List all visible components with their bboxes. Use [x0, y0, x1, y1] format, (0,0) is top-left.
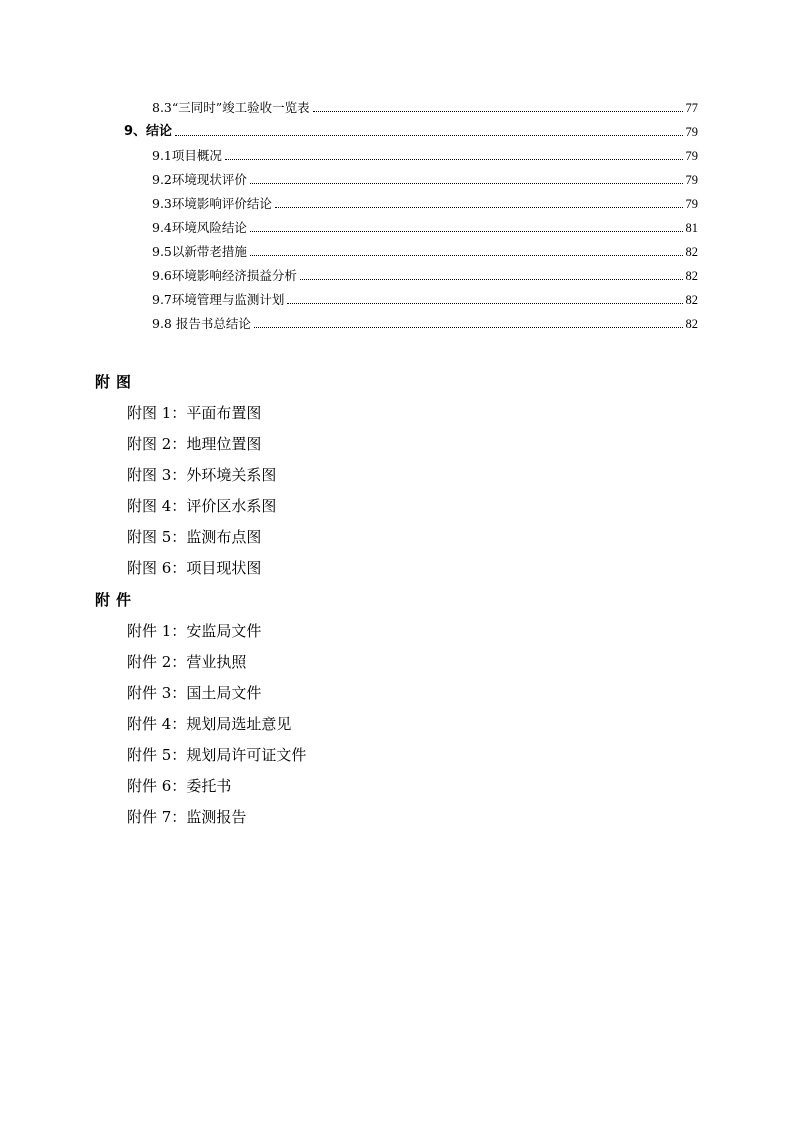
toc-leader-dots: [287, 303, 682, 304]
figure-item[interactable]: [127, 558, 261, 578]
toc-entry-label: 9.8 报告书总结论: [152, 316, 251, 331]
toc-leader-dots: [225, 159, 683, 160]
toc-leader-dots: [254, 327, 683, 328]
toc-leader-dots: [250, 183, 683, 184]
toc-entry[interactable]: [152, 144, 698, 164]
toc-entry-page: 82: [685, 269, 698, 283]
toc-entry-label: 9.1项目概况: [152, 148, 222, 163]
figure-item-title: 外环境关系图: [186, 466, 277, 484]
toc-entry-page: 79: [685, 149, 698, 163]
attachment-item-title: 规划局选址意见: [186, 715, 292, 733]
attachment-item[interactable]: [127, 621, 261, 641]
attachment-item-title: 委托书: [186, 777, 232, 795]
toc-entry-label: 9.5以新带老措施: [152, 244, 247, 259]
attachment-item-title: 安监局文件: [186, 622, 262, 640]
toc-entry-page: 82: [685, 317, 698, 331]
toc-leader-dots: [275, 207, 683, 208]
attachment-item-prefix: 附件 7：: [127, 808, 187, 826]
toc-entry-page: 77: [685, 101, 698, 115]
attachment-item-title: 监测报告: [186, 808, 247, 826]
toc-leader-dots: [250, 231, 683, 232]
toc-entry-label: 9.7环境管理与监测计划: [152, 292, 285, 307]
figure-item[interactable]: [127, 434, 261, 454]
toc-entry-page: 79: [685, 197, 698, 211]
figure-item[interactable]: [127, 496, 276, 516]
figure-item-title: 评价区水系图: [186, 497, 277, 515]
toc-entry-page: 81: [685, 221, 698, 235]
toc-entry-label: 8.3“三同时”竣工验收一览表: [152, 100, 310, 115]
figure-item-prefix: 附图 6：: [127, 559, 187, 577]
attachment-item-prefix: 附件 3：: [127, 684, 187, 702]
toc-entry-page: 82: [685, 245, 698, 259]
figure-item-prefix: 附图 4：: [127, 497, 187, 515]
toc-entry[interactable]: [152, 240, 698, 260]
toc-entry-page: 82: [685, 293, 698, 307]
figure-item-title: 监测布点图: [186, 528, 262, 546]
toc-entry-page: 79: [685, 173, 698, 187]
figure-item-prefix: 附图 5：: [127, 528, 187, 546]
toc-entry[interactable]: [152, 192, 698, 212]
figure-item[interactable]: [127, 465, 276, 485]
toc-entry[interactable]: [152, 168, 698, 188]
attachment-item-prefix: 附件 4：: [127, 715, 187, 733]
toc-leader-dots: [250, 255, 683, 256]
figure-item-prefix: 附图 1：: [127, 404, 187, 422]
toc-entry[interactable]: [152, 312, 698, 332]
toc-entry[interactable]: [152, 96, 698, 116]
figure-item-title: 地理位置图: [186, 435, 262, 453]
attachment-item[interactable]: [127, 745, 306, 765]
figure-item-prefix: 附图 2：: [127, 435, 187, 453]
figure-item-title: 项目现状图: [186, 559, 262, 577]
figure-item[interactable]: [127, 527, 261, 547]
attachment-item[interactable]: [127, 776, 231, 796]
attachments-heading: 附件: [95, 591, 138, 609]
figure-item-prefix: 附图 3：: [127, 466, 187, 484]
toc-leader-dots: [313, 111, 683, 112]
toc-entry-label: 9、结论: [124, 124, 173, 139]
attachment-item-title: 营业执照: [186, 653, 247, 671]
toc-entry-label: 9.4环境风险结论: [152, 220, 247, 235]
figures-heading: 附图: [95, 373, 138, 391]
toc-entry-label: 9.2环境现状评价: [152, 172, 247, 187]
attachment-item[interactable]: [127, 652, 246, 672]
toc-entry[interactable]: [152, 216, 698, 236]
attachment-item-prefix: 附件 1：: [127, 622, 187, 640]
attachment-item[interactable]: [127, 807, 246, 827]
figure-item[interactable]: [127, 403, 261, 423]
attachment-item[interactable]: [127, 714, 291, 734]
attachment-item-prefix: 附件 5：: [127, 746, 187, 764]
toc-entry[interactable]: [124, 120, 698, 140]
attachment-item-prefix: 附件 6：: [127, 777, 187, 795]
toc-entry-label: 9.6环境影响经济损益分析: [152, 268, 297, 283]
attachment-item-prefix: 附件 2：: [127, 653, 187, 671]
toc-entry[interactable]: [152, 288, 698, 308]
toc-leader-dots: [175, 135, 682, 136]
toc-entry[interactable]: [152, 264, 698, 284]
figure-item-title: 平面布置图: [186, 404, 262, 422]
attachment-item[interactable]: [127, 683, 261, 703]
toc-leader-dots: [300, 279, 683, 280]
toc-entry-page: 79: [685, 125, 698, 139]
attachment-item-title: 国土局文件: [186, 684, 262, 702]
toc-entry-label: 9.3环境影响评价结论: [152, 196, 272, 211]
attachment-item-title: 规划局许可证文件: [186, 746, 307, 764]
